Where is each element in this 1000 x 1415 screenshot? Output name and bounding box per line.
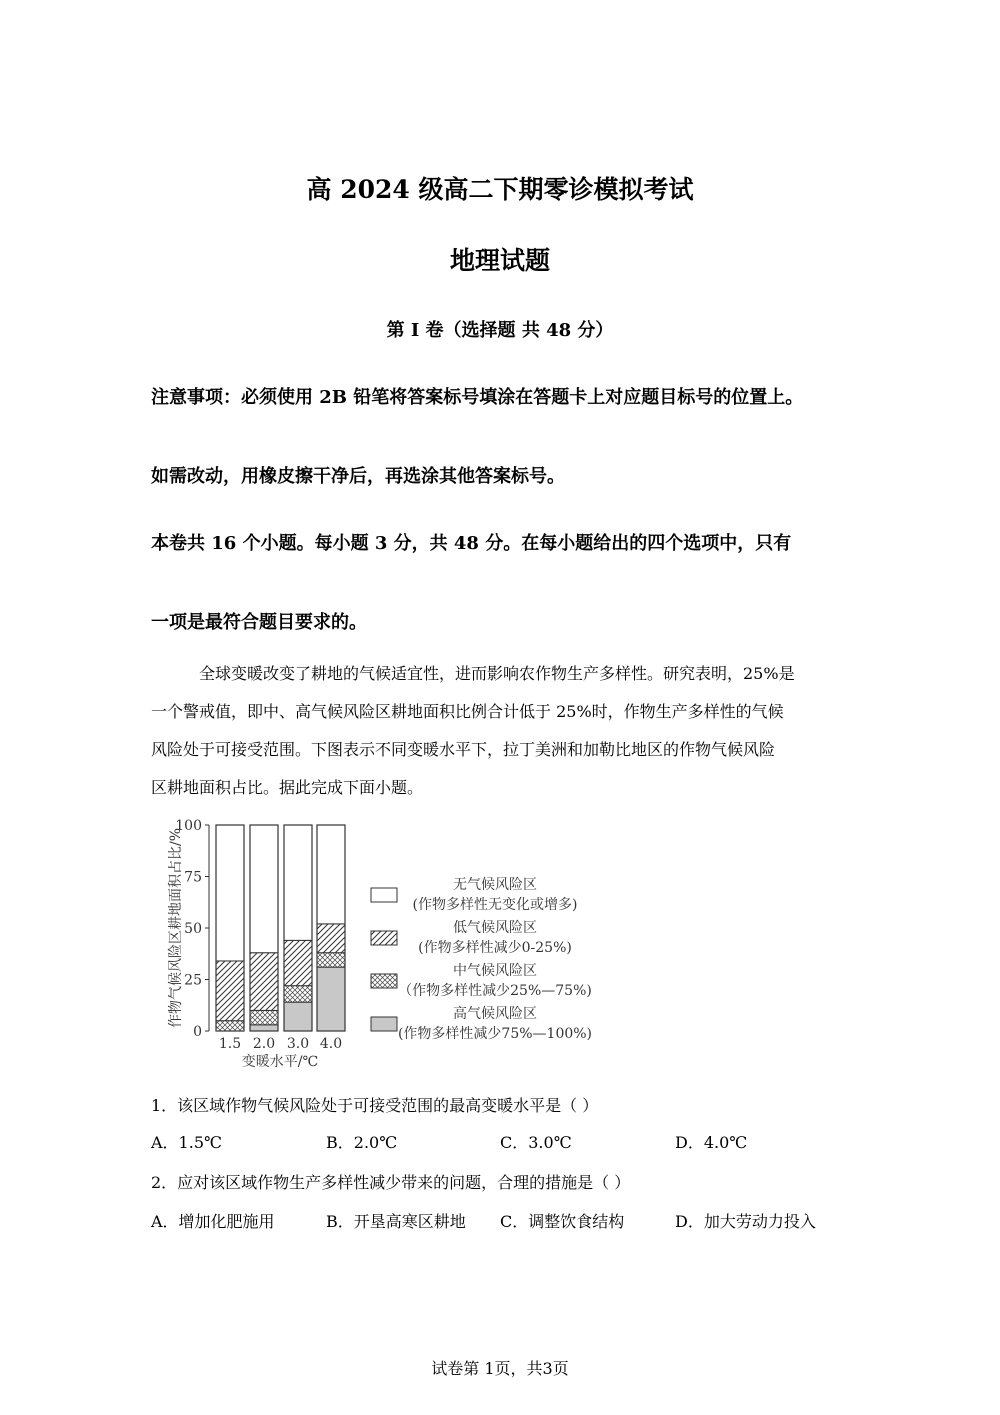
x-tick-label: 3.0 <box>286 1036 310 1052</box>
bar-segment <box>250 953 278 1011</box>
legend-swatch <box>371 888 397 902</box>
passage-line-2: 一个警戒值，即中、高气候风险区耕地面积比例合计低于 25%时，作物生产多样性的气候 <box>151 702 784 721</box>
subject-title: 地理试题 <box>449 246 550 275</box>
legend-label: 高气候风险区 <box>453 1006 537 1022</box>
page-footer: 试卷第 1页，共3页 <box>431 1359 569 1378</box>
question-2-option-d[interactable]: D．加大劳动力投入 <box>675 1212 816 1231</box>
x-axis-label: 变暖水平/℃ <box>241 1054 319 1070</box>
legend-label: 中气候风险区 <box>453 963 537 979</box>
x-tick-label: 1.5 <box>218 1036 242 1052</box>
y-tick-label: 25 <box>184 972 202 989</box>
bar-segment <box>216 961 244 1021</box>
bar-segment <box>317 953 345 967</box>
passage-line-1: 全球变暖改变了耕地的气候适宜性，进而影响农作物生产多样性。研究表明，25%是 <box>199 664 795 683</box>
notice-line-2: 如需改动，用橡皮擦干净后，再选涂其他答案标号。 <box>151 466 565 487</box>
question-1-option-a[interactable]: A．1.5℃ <box>151 1133 222 1152</box>
bar-segment <box>250 1010 278 1024</box>
question-1-option-c[interactable]: C．3.0℃ <box>500 1133 572 1152</box>
x-tick-label: 4.0 <box>319 1036 343 1052</box>
question-2-option-c[interactable]: C．调整饮食结构 <box>500 1212 625 1231</box>
legend-note: (作物多样性无变化或增多) <box>412 897 578 913</box>
question-1-stem: 1．该区域作物气候风险处于可接受范围的最高变暖水平是（ ） <box>151 1096 599 1115</box>
bar-segment <box>317 924 345 953</box>
y-tick-label: 0 <box>193 1024 202 1040</box>
passage-line-4: 区耕地面积占比。据此完成下面小题。 <box>151 778 424 797</box>
legend-swatch <box>371 931 397 945</box>
legend-label: 无气候风险区 <box>453 877 537 893</box>
legend-label: 低气候风险区 <box>453 920 537 936</box>
bar-segment <box>284 986 312 1002</box>
passage-line-3: 风险处于可接受范围。下图表示不同变暖水平下，拉丁美洲和加勒比地区的作物气候风险 <box>151 740 776 759</box>
notice-line-1: 注意事项：必须使用 2B 铅笔将答案标号填涂在答题卡上对应题目标号的位置上。 <box>151 387 804 408</box>
bar-segment <box>317 825 345 924</box>
exam-title: 高 2024 级高二下期零诊模拟考试 <box>306 175 694 204</box>
y-tick-label: 50 <box>184 921 202 937</box>
section-heading: 第 Ⅰ 卷（选择题 共 48 分） <box>386 320 614 341</box>
y-tick-label: 100 <box>175 818 202 834</box>
notice-line-3: 本卷共 16 个小题。每小题 3 分，共 48 分。在每小题给出的四个选项中，只有 <box>151 533 792 554</box>
legend-note: （作物多样性减少25%—75%) <box>398 983 592 999</box>
legend-note: (作物多样性减少75%—100%) <box>397 1026 593 1042</box>
legend-swatch <box>371 974 397 988</box>
y-axis-label: 作物气候风险区耕地面积占比/% <box>168 827 184 1029</box>
x-tick-label: 2.0 <box>252 1036 276 1052</box>
question-1-option-b[interactable]: B．2.0℃ <box>326 1133 398 1152</box>
bar-segment <box>250 1025 278 1031</box>
legend-note: (作物多样性减少0-25%) <box>418 940 572 956</box>
bar-segment <box>317 967 345 1031</box>
bar-segment <box>250 825 278 953</box>
bar-segment <box>216 825 244 961</box>
question-1-option-d[interactable]: D．4.0℃ <box>675 1133 748 1152</box>
notice-line-4: 一项是最符合题目要求的。 <box>151 612 367 633</box>
bar-segment <box>216 1021 244 1031</box>
legend-swatch <box>371 1017 397 1031</box>
question-2-option-b[interactable]: B．开垦高寒区耕地 <box>326 1212 466 1231</box>
y-tick-label: 75 <box>184 869 202 886</box>
bar-segment <box>284 1002 312 1031</box>
question-2-option-a[interactable]: A．增加化肥施用 <box>151 1212 275 1231</box>
bar-segment <box>284 825 312 940</box>
stacked-bar-chart <box>160 810 630 1075</box>
bar-segment <box>284 940 312 985</box>
question-2-stem: 2．应对该区域作物生产多样性减少带来的问题，合理的措施是（ ） <box>151 1173 631 1192</box>
